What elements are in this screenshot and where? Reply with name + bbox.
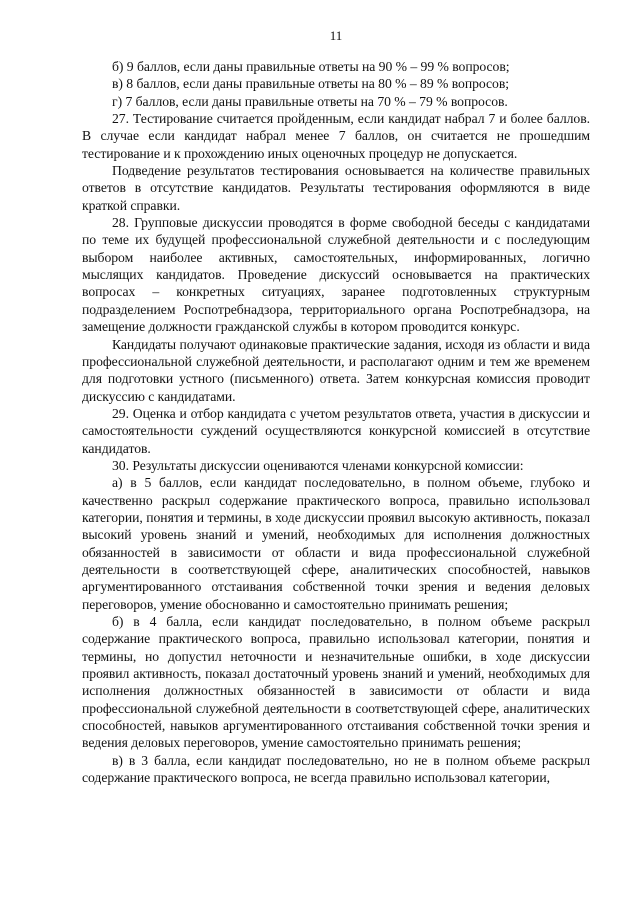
paragraph-item-29: 29. Оценка и отбор кандидата с учетом результатов ответа, участия в дискуссии и самостоятельности суждений осуществляются конкурсной комиссией в отсутствие кандидатов. — [82, 405, 590, 456]
paragraph-score-7: г) 7 баллов, если даны правильные ответы на 70 % – 79 % вопросов. — [112, 93, 508, 109]
paragraph-item-28: 28. Групповые дискуссии проводятся в форме свободной беседы с кандидатами по теме их будущей профессиональной служебной деятельности и с последующим выбором наиболее активных, самостоятельных, информированных, логично мыслящих кандидатов. Проведение дискуссий основывается на практических вопросах – конкретных ситуациях, заранее подготовленных структурным подразделением Роспотребнадзора, территориального органа Роспотребнадзора, на замещение должности гражданской службы в котором проводится конкурс. — [82, 215, 590, 335]
paragraph-item-30: 30. Результаты дискуссии оцениваются членами конкурсной комиссии: — [112, 457, 524, 473]
paragraph-practical-tasks: Кандидаты получают одинаковые практические задания, исходя из области и вида профессиональной служебной деятельности, и располагают одним и тем же временем для подготовки устного (письменного) ответа. Затем конкурсная комиссия проводит дискуссию с кандидатами. — [82, 336, 590, 404]
paragraph-testing-summary: Подведение результатов тестирования основывается на количестве правильных ответов в отсутствие кандидатов. Результаты тестирования оформляются в виде краткой справки. — [82, 163, 590, 213]
paragraph-item-27: 27. Тестирование считается пройденным, если кандидат набрал 7 и более баллов. В случае если кандидат набрал менее 7 баллов, он считается не прошедшим тестирование и к прохождению иных оценочных процедур не допускается. — [82, 111, 590, 161]
paragraph-score-5: а) в 5 баллов, если кандидат последовательно, в полном объеме, глубоко и качественно раскрыл содержание практического вопроса, правильно использовал категории, понятия и термины, в ходе дискуссии проявил высокую активность, показал высокий уровень знаний и умений, необходимых для исполнения должностных обязанностей в зависимости от области и вида профессиональной служебной деятельности в соответствующей сфере, аналитических способностей, навыков аргументированного отстаивания собственной точки зрения и ведения деловых переговоров, умение обоснованно и самостоятельно принимать решения; — [82, 475, 590, 612]
paragraph-score-9: б) 9 баллов, если даны правильные ответы на 90 % – 99 % вопросов; — [112, 59, 510, 74]
paragraph-score-4: б) в 4 балла, если кандидат последовательно, в полном объеме раскрыл содержание практического вопроса, правильно использовал категории, понятия и термины, но допустил неточности и незначительные ошибки, в ходе дискуссии проявил активность, показал достаточный уровень знаний и умений, необходимых для исполнения должностных обязанностей в зависимости от области и вида профессиональной служебной деятельности в соответствующей сфере, аналитических способностей, навыков аргументированного отстаивания собственной точки зрения и ведения деловых переговоров, умение самостоятельно принимать решения; — [82, 614, 590, 751]
paragraph-score-3: в) в 3 балла, если кандидат последовательно, но не в полном объеме раскрыл содержание практического вопроса, не всегда правильно использовал категории, — [82, 752, 590, 786]
page-number: 11 — [329, 28, 343, 43]
paragraph-score-8: в) 8 баллов, если даны правильные ответы на 80 % – 89 % вопросов; — [112, 76, 510, 92]
